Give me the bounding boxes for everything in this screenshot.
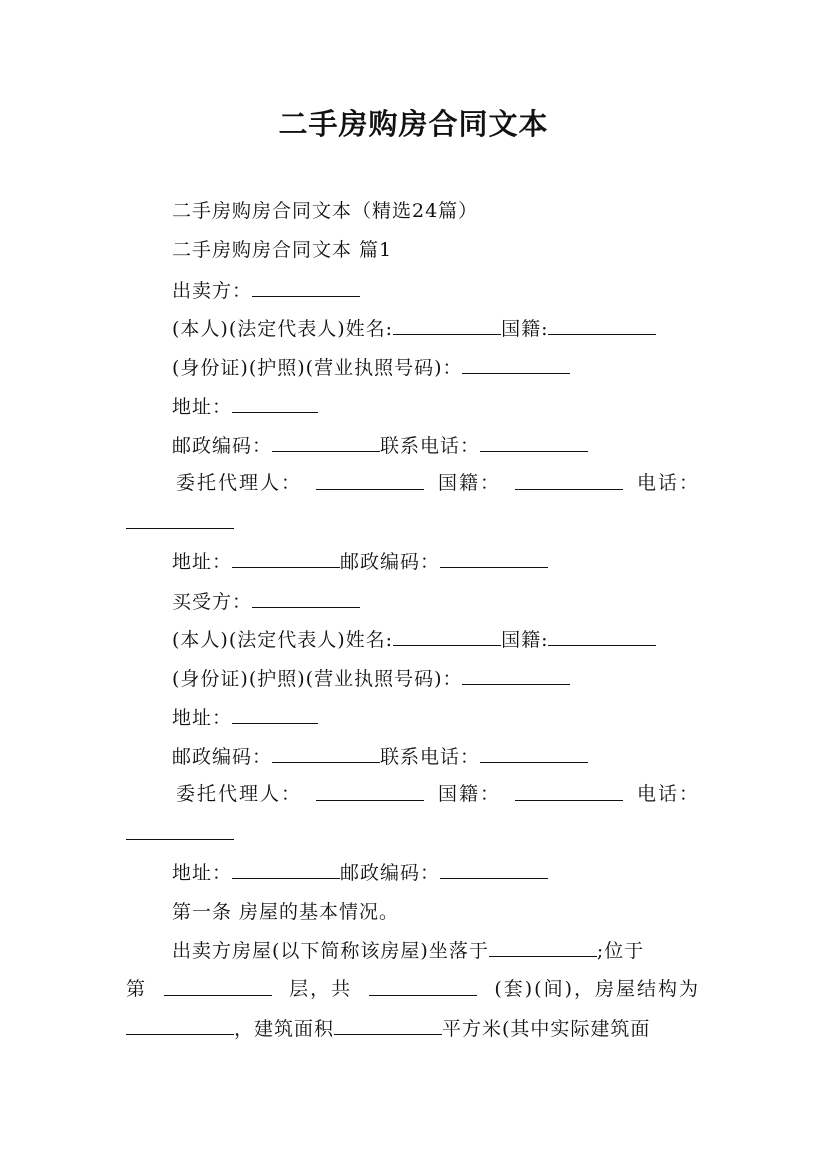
area-blank (334, 1016, 442, 1035)
buyer-postcode2-label: 邮政编码： (340, 862, 441, 884)
article1-heading: 第一条 房屋的基本情况。 (172, 901, 400, 923)
buyer-postcode-blank (272, 744, 380, 763)
buyer-postcode-row (172, 744, 588, 769)
seller-name-blank (393, 316, 501, 335)
seller-id-label: (身份证)(护照)(营业执照号码)： (172, 357, 463, 379)
seller-postcode-blank (272, 433, 380, 452)
buyer-agent-nationality-label: 国籍： (437, 783, 501, 805)
seller-label: 出卖方： (172, 280, 253, 302)
article1-p3a: ，建筑面积 (234, 1018, 335, 1040)
article1-p1b: ;位于 (596, 940, 645, 962)
article1-p1a: 出卖方房屋(以下简称该房屋)坐落于 (172, 940, 489, 962)
seller-phone-label: 联系电话： (380, 435, 481, 457)
seller-blank (252, 278, 360, 297)
buyer-name-row (172, 627, 656, 652)
seller-nationality-label: 国籍: (501, 318, 549, 340)
seller-postcode2-blank (440, 549, 548, 568)
seller-postcode2-label: 邮政编码： (340, 551, 441, 573)
article1-line2 (126, 977, 700, 1001)
structure-blank (126, 1016, 234, 1035)
subtitle: 二手房购房合同文本（精选24篇） (172, 200, 479, 222)
seller-address-blank (232, 394, 318, 413)
seller-nationality-blank (548, 316, 656, 335)
seller-postcode-label: 邮政编码： (172, 435, 273, 457)
location-blank (489, 938, 597, 957)
buyer-agent-blank (316, 782, 424, 801)
seller-address-row (172, 394, 318, 419)
seller-name-label: (本人)(法定代表人)姓名: (172, 318, 394, 340)
seller-agent-phone-blank (126, 510, 234, 529)
buyer-postcode2-blank (440, 860, 548, 879)
buyer-agent-phone-label: 电话： (636, 783, 700, 805)
buyer-address2-row (172, 860, 548, 885)
seller-agent-label: 委托代理人： (176, 472, 303, 494)
seller-agent-nationality-blank (515, 471, 623, 490)
article1-line3 (126, 1016, 700, 1041)
floor-blank (164, 977, 272, 996)
seller-label-row (172, 278, 360, 303)
buyer-agent-phone-blank-row (126, 821, 700, 846)
buyer-name-label: (本人)(法定代表人)姓名: (172, 629, 394, 651)
seller-postcode-row (172, 433, 588, 458)
units-blank (369, 977, 477, 996)
seller-address2-label: 地址： (172, 551, 233, 573)
buyer-blank (252, 589, 360, 608)
article1-p2c: (套)(间)，房屋结构为 (494, 978, 700, 1000)
buyer-agent-nationality-blank (515, 782, 623, 801)
buyer-nationality-blank (548, 627, 656, 646)
section-heading: 二手房购房合同文本 篇1 (172, 239, 393, 261)
buyer-label-row (172, 589, 360, 614)
seller-address2-row (172, 549, 548, 574)
buyer-address2-blank (232, 860, 340, 879)
article1-p2b: 层，共 (289, 978, 353, 1000)
buyer-postcode-label: 邮政编码： (172, 746, 273, 768)
article1-line1 (172, 938, 644, 963)
seller-phone-blank (480, 433, 588, 452)
seller-id-row (172, 355, 570, 380)
buyer-agent-row (176, 782, 700, 806)
buyer-phone-blank (480, 744, 588, 763)
buyer-id-label: (身份证)(护照)(营业执照号码)： (172, 668, 463, 690)
seller-agent-blank (316, 471, 424, 490)
seller-name-row (172, 316, 656, 341)
seller-agent-phone-label: 电话： (636, 472, 700, 494)
seller-id-blank (462, 355, 570, 374)
document-title: 二手房购房合同文本 (278, 107, 549, 141)
buyer-address-label: 地址： (172, 707, 233, 729)
article1-p3b: 平方米(其中实际建筑面 (442, 1018, 651, 1040)
buyer-nationality-label: 国籍: (501, 629, 549, 651)
buyer-agent-phone-blank (126, 821, 234, 840)
buyer-address-row (172, 705, 318, 730)
buyer-id-row (172, 666, 570, 691)
seller-address-label: 地址： (172, 396, 233, 418)
buyer-address2-label: 地址： (172, 862, 233, 884)
buyer-name-blank (393, 627, 501, 646)
seller-agent-nationality-label: 国籍： (437, 472, 501, 494)
buyer-address-blank (232, 705, 318, 724)
article1-p2a: 第 (126, 978, 148, 1000)
seller-agent-phone-blank-row (126, 510, 700, 535)
buyer-phone-label: 联系电话： (380, 746, 481, 768)
buyer-id-blank (462, 666, 570, 685)
buyer-label: 买受方： (172, 591, 253, 613)
buyer-agent-label: 委托代理人： (176, 783, 303, 805)
seller-address2-blank (232, 549, 340, 568)
seller-agent-row (176, 471, 700, 495)
